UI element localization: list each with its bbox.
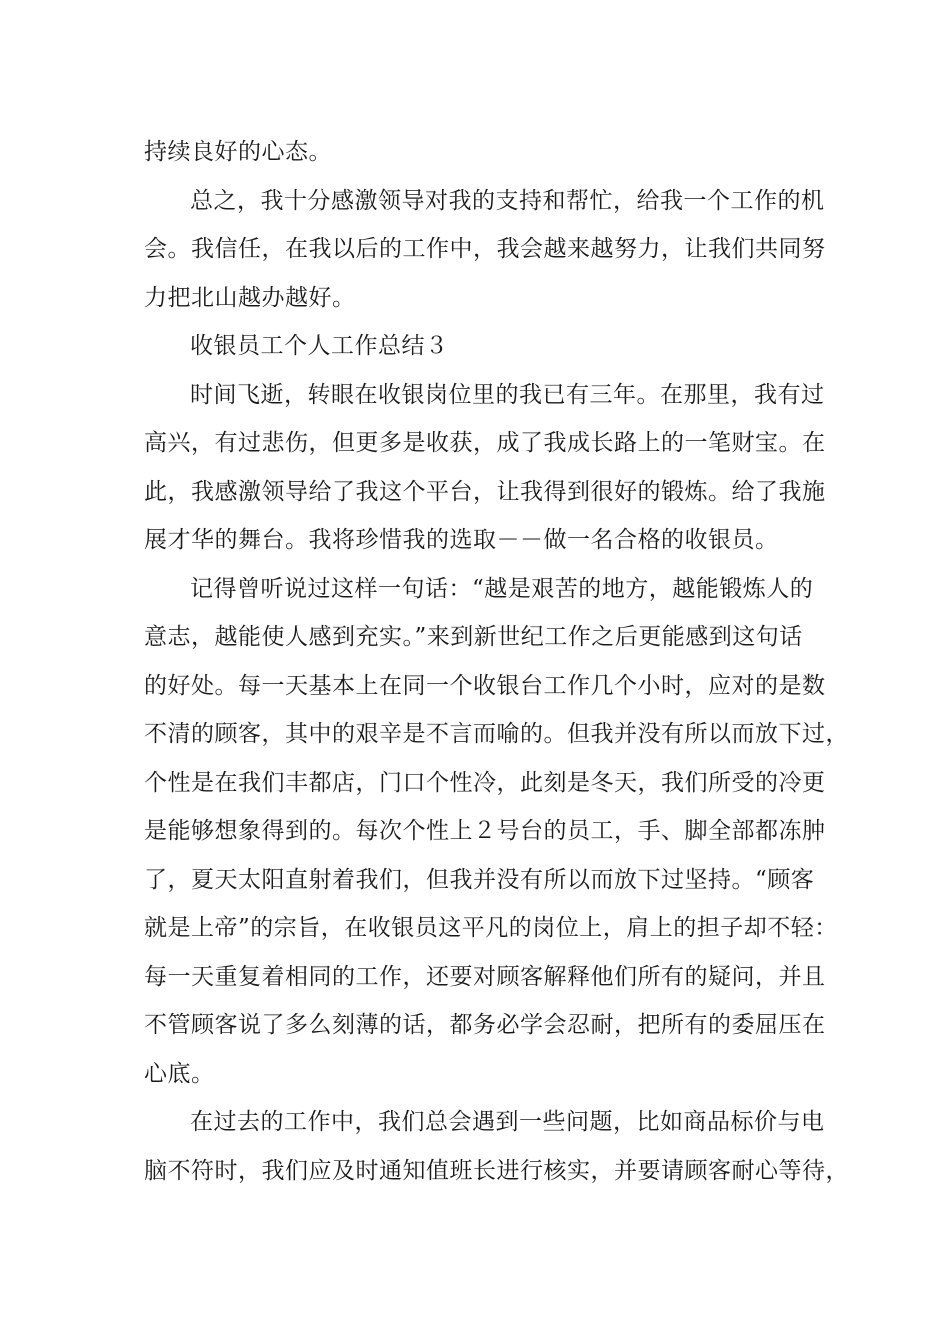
text-line: 展才华的舞台。我将珍惜我的选取－－做一名合格的收银员。 — [144, 527, 779, 553]
text-line: 不管顾客说了多么刻薄的话，都务必学会忍耐，把所有的委屈压在 — [144, 1012, 826, 1038]
text-line: 的好处。每一天基本上在同一个收银台工作几个小时，应对的是数 — [144, 672, 826, 699]
text-line: 了，夏天太阳直射着我们，但我并没有所以而放下过坚持。“顾客 — [144, 866, 815, 893]
text-line: 此，我感激领导给了我这个平台，让我得到很好的锻炼。给了我施 — [144, 478, 826, 505]
text-line: 心底。 — [144, 1060, 215, 1087]
section-heading: 收银员工个人工作总结３ — [190, 333, 449, 359]
text-line: 每一天重复着相同的工作，还要对顾客解释他们所有的疑问，并且 — [144, 963, 826, 990]
document-body — [144, 128, 849, 1195]
text-line: 是能够想象得到的。每次个性上２号台的员工，手、脚全部都冻肿 — [144, 818, 826, 844]
paragraph-start-line: 总之，我十分感激领导对我的支持和帮忙，给我一个工作的机 — [190, 187, 825, 214]
text-line: 就是上帝”的宗旨，在收银员这平凡的岗位上，肩上的担子却不轻： — [144, 915, 838, 941]
text-line: 持续良好的心态。 — [144, 139, 332, 165]
text-line: 高兴，有过悲伤，但更多是收获，成了我成长路上的一笔财宝。在 — [144, 430, 826, 456]
text-line: 力把北山越办越好。 — [144, 284, 356, 311]
paragraph-start-line: 时间飞逝，转眼在收银岗位里的我已有三年。在那里，我有过 — [190, 381, 825, 408]
text-line: 脑不符时，我们应及时通知值班长进行核实，并要请顾客耐心等待， — [144, 1157, 849, 1184]
paragraph-start-line: 在过去的工作中，我们总会遇到一些问题，比如商品标价与电 — [190, 1109, 825, 1135]
text-line: 意志，越能使人感到充实。”来到新世纪工作之后更能感到这句话 — [144, 624, 803, 650]
text-line: 会。我信任，在我以后的工作中，我会越来越努力，让我们共同努 — [144, 236, 826, 262]
text-line: 个性是在我们丰都店，门口个性冷，此刻是冬天，我们所受的冷更 — [144, 769, 826, 796]
paragraph-start-line: 记得曾听说过这样一句话：“越是艰苦的地方，越能锻炼人的 — [190, 575, 814, 602]
text-line: 不清的顾客，其中的艰辛是不言而喻的。但我并没有所以而放下过， — [144, 721, 849, 747]
